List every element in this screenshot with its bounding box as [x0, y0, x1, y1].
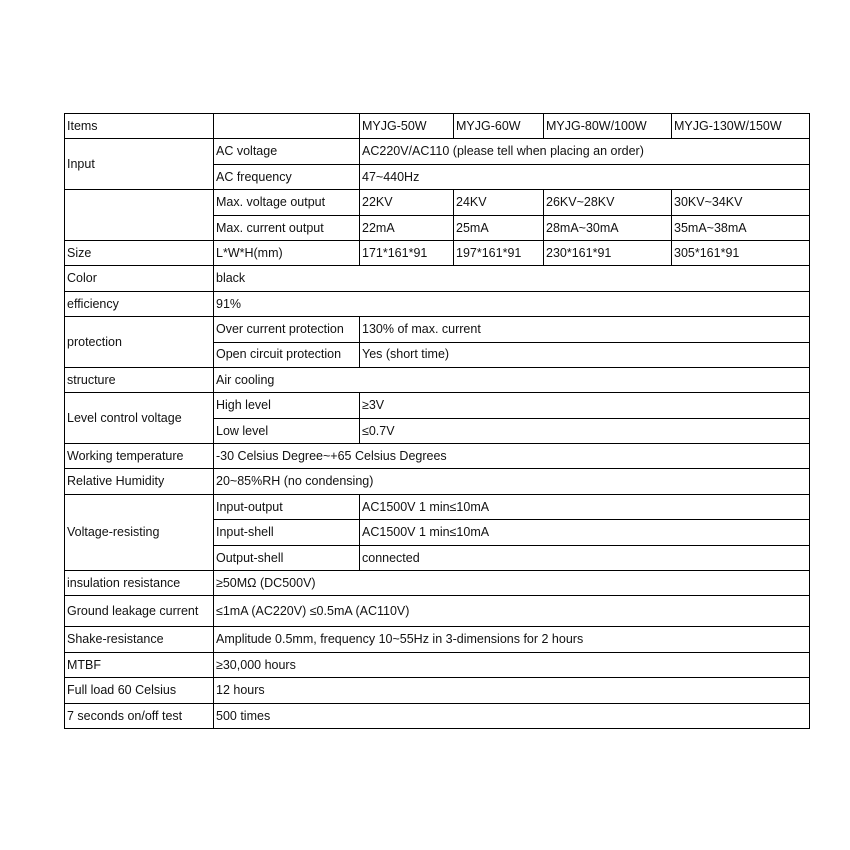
insulation-resistance-value: ≥50MΩ (DC500V) — [214, 571, 810, 596]
over-current-value: 130% of max. current — [360, 317, 810, 342]
ac-voltage-label: AC voltage — [214, 139, 360, 164]
table-row-ground-leakage — [65, 596, 810, 627]
onoff-test-label: 7 seconds on/off test — [65, 703, 214, 728]
max-current-80-100w: 28mA~30mA — [544, 215, 672, 240]
mtbf-value: ≥30,000 hours — [214, 652, 810, 677]
over-current-label: Over current protection — [214, 317, 360, 342]
structure-value: Air cooling — [214, 367, 810, 392]
working-temperature-value: -30 Celsius Degree~+65 Celsius Degrees — [214, 444, 810, 469]
max-voltage-50w: 22KV — [360, 190, 454, 215]
voltage-resisting-label: Voltage-resisting — [65, 494, 214, 570]
ac-frequency-value: 47~440Hz — [360, 164, 810, 189]
table-row-efficiency — [65, 291, 810, 316]
insulation-resistance-label: insulation resistance — [65, 571, 214, 596]
table-row-input-ac-voltage — [65, 139, 810, 164]
ac-frequency-label: AC frequency — [214, 164, 360, 189]
header-model-130-150w: MYJG-130W/150W — [672, 114, 810, 139]
size-50w: 171*161*91 — [360, 240, 454, 265]
shake-resistance-label: Shake-resistance — [65, 627, 214, 652]
input-label: Input — [65, 139, 214, 190]
input-shell-label: Input-shell — [214, 520, 360, 545]
table-row-over-current — [65, 317, 810, 342]
output-label — [65, 190, 214, 241]
table-row-high-level — [65, 393, 810, 418]
color-label: Color — [65, 266, 214, 291]
size-130-150w: 305*161*91 — [672, 240, 810, 265]
open-circuit-label: Open circuit protection — [214, 342, 360, 367]
input-output-label: Input-output — [214, 494, 360, 519]
input-shell-value: AC1500V 1 min≤10mA — [360, 520, 810, 545]
table-row-size — [65, 240, 810, 265]
relative-humidity-label: Relative Humidity — [65, 469, 214, 494]
output-shell-value: connected — [360, 545, 810, 570]
protection-label: protection — [65, 317, 214, 368]
table-row-input-output — [65, 494, 810, 519]
full-load-label: Full load 60 Celsius — [65, 678, 214, 703]
table-row-structure — [65, 367, 810, 392]
table-row-shake-resistance — [65, 627, 810, 652]
mtbf-label: MTBF — [65, 652, 214, 677]
spec-table — [64, 113, 810, 729]
header-model-60w: MYJG-60W — [454, 114, 544, 139]
header-items-cell: Items — [65, 114, 214, 139]
high-level-value: ≥3V — [360, 393, 810, 418]
open-circuit-value: Yes (short time) — [360, 342, 810, 367]
table-row-mtbf — [65, 652, 810, 677]
table-row-working-temperature — [65, 444, 810, 469]
table-row-max-voltage — [65, 190, 810, 215]
onoff-test-value: 500 times — [214, 703, 810, 728]
max-current-130-150w: 35mA~38mA — [672, 215, 810, 240]
low-level-label: Low level — [214, 418, 360, 443]
max-current-60w: 25mA — [454, 215, 544, 240]
table-row-insulation-resistance — [65, 571, 810, 596]
header-blank-cell — [214, 114, 360, 139]
size-unit: L*W*H(mm) — [214, 240, 360, 265]
max-voltage-130-150w: 30KV~34KV — [672, 190, 810, 215]
low-level-value: ≤0.7V — [360, 418, 810, 443]
ground-leakage-label: Ground leakage current — [65, 596, 214, 627]
max-voltage-label: Max. voltage output — [214, 190, 360, 215]
level-control-label: Level control voltage — [65, 393, 214, 444]
color-value: black — [214, 266, 810, 291]
size-60w: 197*161*91 — [454, 240, 544, 265]
header-model-80-100w: MYJG-80W/100W — [544, 114, 672, 139]
structure-label: structure — [65, 367, 214, 392]
table-row-relative-humidity — [65, 469, 810, 494]
header-model-50w: MYJG-50W — [360, 114, 454, 139]
max-voltage-60w: 24KV — [454, 190, 544, 215]
efficiency-value: 91% — [214, 291, 810, 316]
efficiency-label: efficiency — [65, 291, 214, 316]
table-row-onoff-test — [65, 703, 810, 728]
relative-humidity-value: 20~85%RH (no condensing) — [214, 469, 810, 494]
max-current-50w: 22mA — [360, 215, 454, 240]
input-output-value: AC1500V 1 min≤10mA — [360, 494, 810, 519]
size-80-100w: 230*161*91 — [544, 240, 672, 265]
full-load-value: 12 hours — [214, 678, 810, 703]
output-shell-label: Output-shell — [214, 545, 360, 570]
working-temperature-label: Working temperature — [65, 444, 214, 469]
table-row-full-load — [65, 678, 810, 703]
max-voltage-80-100w: 26KV~28KV — [544, 190, 672, 215]
table-row-color — [65, 266, 810, 291]
high-level-label: High level — [214, 393, 360, 418]
size-label: Size — [65, 240, 214, 265]
ground-leakage-value: ≤1mA (AC220V) ≤0.5mA (AC110V) — [214, 596, 810, 627]
max-current-label: Max. current output — [214, 215, 360, 240]
table-row-header — [65, 114, 810, 139]
ac-voltage-value: AC220V/AC110 (please tell when placing an order) — [360, 139, 810, 164]
shake-resistance-value: Amplitude 0.5mm, frequency 10~55Hz in 3-dimensions for 2 hours — [214, 627, 810, 652]
